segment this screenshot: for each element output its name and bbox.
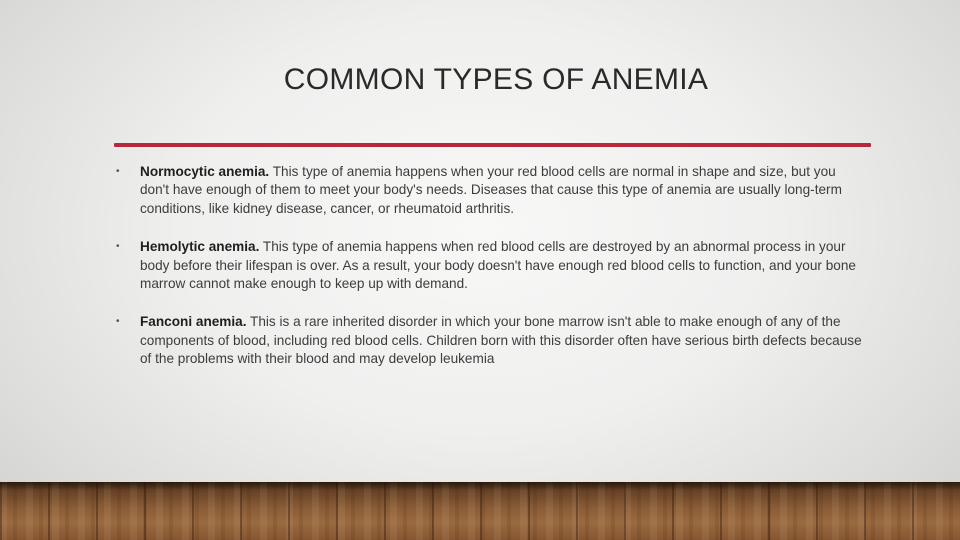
bullet-dot-icon: • [116, 241, 120, 253]
bullet-normocytic [116, 163, 866, 218]
bullet-term: Normocytic anemia. [140, 164, 270, 179]
floor-shadow [0, 482, 960, 490]
bullet-list [116, 163, 866, 389]
bullet-term: Fanconi anemia. [140, 314, 247, 330]
bullet-text: This type of anemia happens when red blood cells are destroyed by an abnormal process in your body before their lifespan is over. As a result, your body doesn't have enough red blood cells to function, and your bone marrow cannot make enough to keep up with demand. [140, 239, 856, 292]
slide-title: COMMON TYPES OF ANEMIA [283, 63, 709, 96]
bullet-text: This is a rare inherited disorder in which your bone marrow isn't able to make enough of any of the components of blood, including red blood cells. Children born with this disorder often have serious birth defects because of the problems with their blood and may develop leukemia [140, 314, 862, 367]
title-divider [114, 143, 871, 147]
bullet-hemolytic [116, 238, 866, 293]
bullet-dot-icon: • [116, 316, 120, 328]
wood-floor-background [0, 482, 960, 540]
bullet-dot-icon: • [116, 166, 120, 177]
bullet-term: Hemolytic anemia. [140, 239, 260, 255]
bullet-fanconi [116, 313, 866, 368]
bullet-text: This type of anemia happens when your red blood cells are normal in shape and size, but you don't have enough of them to meet your body's needs. Diseases that cause this type of anemia are usually long-term conditions, like kidney disease, cancer, or rheumatoid arthritis. [140, 164, 842, 216]
